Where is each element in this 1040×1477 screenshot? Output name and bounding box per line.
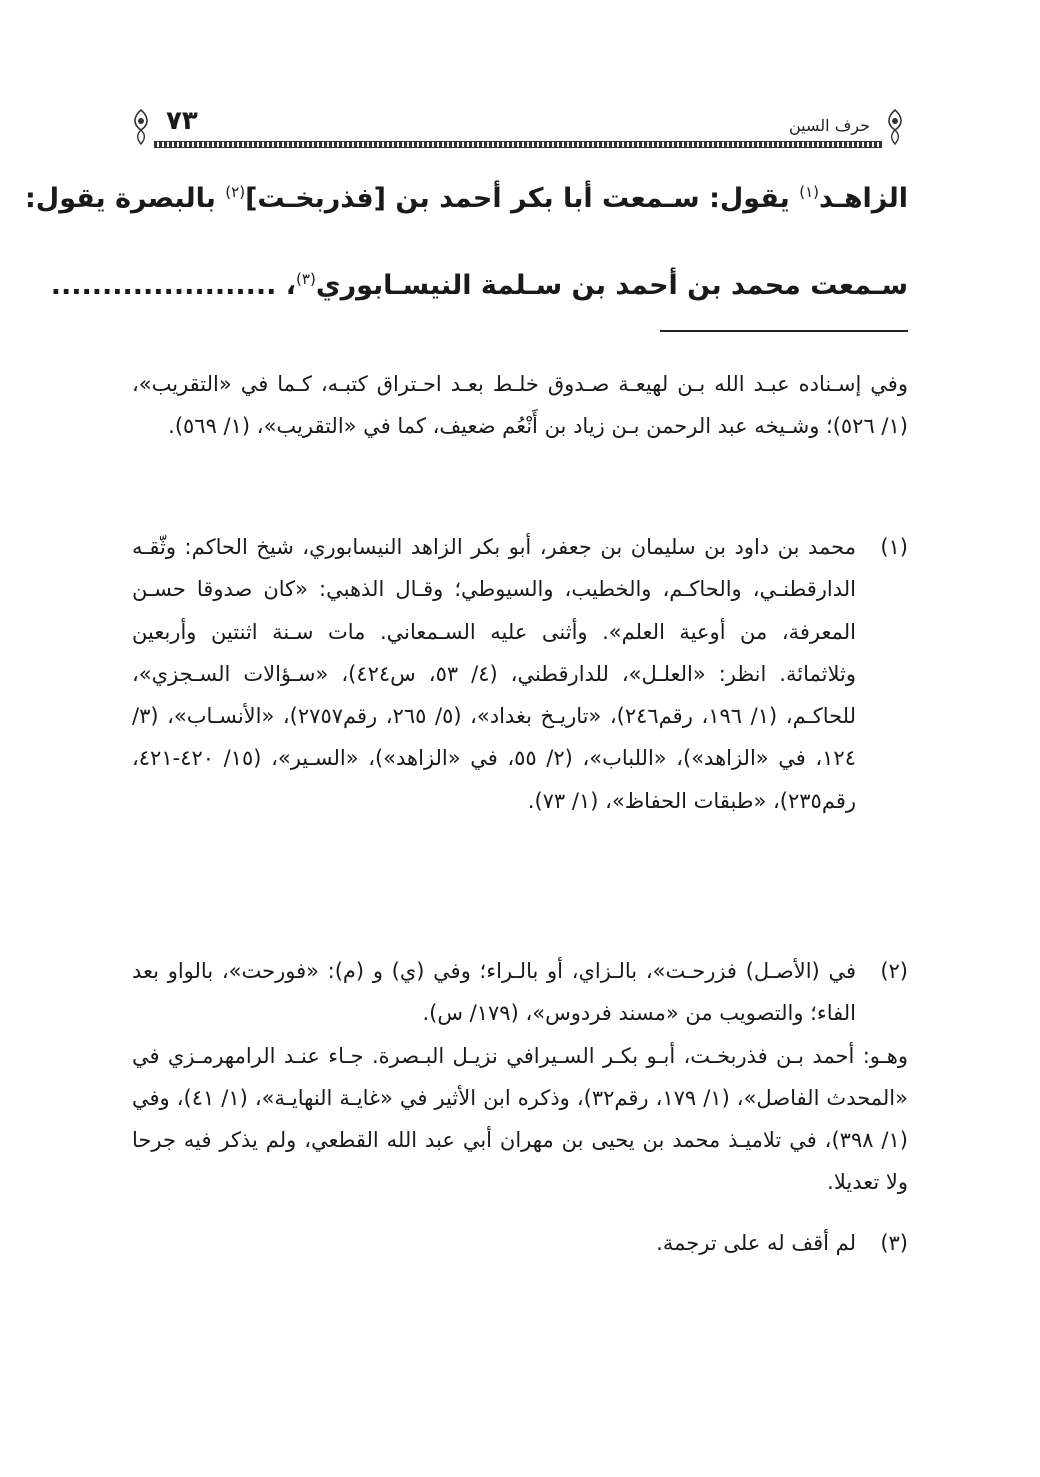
footnote-paragraph: وفي إسـناده عبـد الله بـن لهيعـة صـدوق خلـط بعـد احـتراق كتبـه، كـما في «التقريب»، (١/ ٥٢٦)؛ وشـيخه عبد الرحمن بـن زياد بن أَنْعُم ضعيف، كما في «التقريب»، (١/ ٥٦٩).: [132, 372, 908, 439]
footnote-ref-2[interactable]: (٢): [225, 183, 246, 201]
footnote-paragraph: لم أقف له على ترجمة.: [656, 1231, 856, 1255]
main-text-segment: سـمعت محمد بن أحمد بن سـلمة النيسـابوري: [315, 270, 908, 301]
footnote-3: [132, 1222, 908, 1264]
footnote-separator: [660, 330, 908, 332]
footnote-1: [132, 526, 908, 822]
main-text-segment: ، ......................: [50, 270, 297, 301]
footnote-paragraph: في (الأصـل) فزرحـت»، بالـزاي، أو بالـراء؛ وفي (ي) و (م): «فورحت»، بالواو بعد الفاء؛ والتصويب من «مسند فردوس»، (١٧٩/ س).: [132, 959, 856, 1026]
chapter-title: حرف السين: [789, 116, 870, 135]
header-rule: [154, 141, 882, 148]
main-text-line-2: [50, 270, 908, 301]
footnote-2: [132, 950, 908, 1204]
footnote-number: (٣): [880, 1231, 908, 1255]
running-header: [128, 108, 908, 160]
main-text-segment: بالبصرة يقول:: [24, 183, 226, 214]
main-text-segment: يقول: سـمعت أبا بكر أحمد بن [فذربخـت]: [245, 183, 800, 214]
main-text-line-1: [24, 183, 908, 214]
footnote-continuation: [132, 363, 908, 448]
footnote-paragraph: محمد بن داود بن سليمان بن جعفر، أبو بكر الزاهد النيسابوري، شيخ الحاكم: وثّقـه الدارقطنـي، والحاكـم، والخطيب، والسيوطي؛ وقـال الذهبي: «كان صدوقا حسـن المعرفة، من أوعية العلم». وأثنى عليه السـمعاني. مات سـنة اثنتين وأربعين وثلاثمائة. انظر: «العلـل»، للدارقطني، (٤/ ٥٣، س٤٢٤)، «سـؤالات السـجزي»، للحاكـم، (١/ ١٩٦، رقم٢٤٦)، «تاريـخ بغداد»، (٥/ ٢٦٥، رقم٢٧٥٧)، «الأنسـاب»، (٣/ ١٢٤، في «الزاهد»)، «اللباب»، (٢/ ٥٥، في «الزاهد»)، «السـير»، (١٥/ ٤٢٠-٤٢١، رقم٢٣٥)، «طبقات الحفاظ»، (١/ ٧٣).: [132, 535, 857, 813]
footnote-ref-1[interactable]: (١): [799, 183, 819, 201]
ornament-right-icon: [882, 108, 908, 146]
footnote-number: (١): [880, 535, 908, 559]
page-number: ٧٣: [166, 106, 198, 136]
footnote-paragraph: وهـو: أحمد بـن فذربخـت، أبـو بكـر السـيرافي نزيـل البـصرة. جـاء عنـد الرامهرمـزي في «المحدث الفاصل»، (١/ ١٧٩، رقم٣٢)، وذكره ابن الأثير في «غايـة النهايـة»، (١/ ٤١)، وفي (١/ ٣٩٨)، في تلاميـذ محمد بن يحيى بن مهران أبي عبد الله القطعي، ولم يذكر فيه جرحا ولا تعديلا.: [132, 1043, 908, 1195]
ornament-left-icon: [128, 108, 154, 146]
main-text-segment: الزاهـد: [819, 183, 908, 214]
footnote-number: (٢): [880, 959, 908, 983]
footnote-ref-3[interactable]: (٣): [296, 270, 316, 288]
